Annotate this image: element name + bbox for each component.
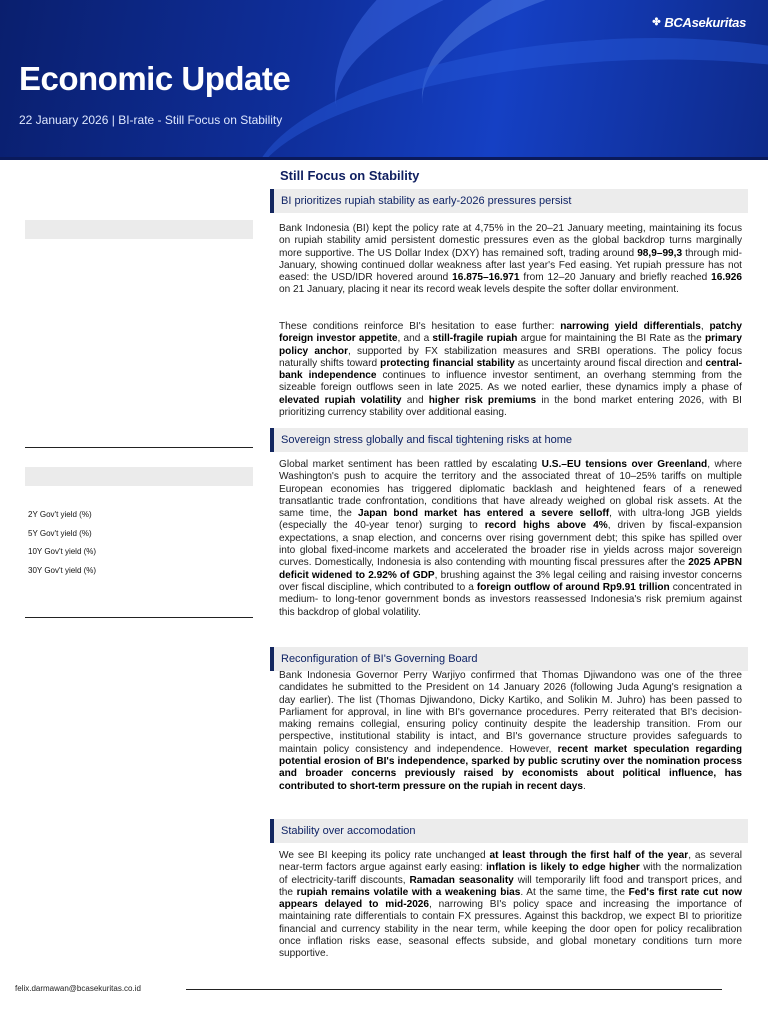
body-text: , supported by FX stabilization measures and SRBI operations. The policy focus naturally shifts toward <box>279 345 743 369</box>
body-text: These conditions reinforce BI's hesitation to ease further: <box>279 321 561 332</box>
brand-name: BCAsekuritas <box>664 15 746 30</box>
emphasis-text: inflation is likely to edge higher <box>486 862 640 874</box>
emphasis-text: 16.926 <box>711 272 743 284</box>
yield-label-10y: 10Y Gov't yield (%) <box>28 547 97 556</box>
sidebar-divider <box>25 447 253 448</box>
brand-logo <box>652 15 746 30</box>
section-heading <box>270 647 748 671</box>
body-text: . At the same time, the <box>520 886 629 898</box>
section-heading-bar <box>270 189 274 213</box>
section-heading-text: Sovereign stress globally and fiscal tightening risks at home <box>281 434 573 446</box>
emphasis-text: protecting financial stability <box>380 357 515 369</box>
section-heading <box>270 428 748 452</box>
emphasis-text: 98,9–99,3 <box>637 247 683 259</box>
section-heading <box>270 189 748 213</box>
emphasis-text: Ramadan seasonality <box>409 874 514 886</box>
section-heading-text: Stability over accomodation <box>281 825 416 837</box>
section-heading-text: Reconfiguration of BI's Governing Board <box>281 653 478 665</box>
paragraph <box>279 321 742 419</box>
header-divider <box>0 157 768 160</box>
body-text: . <box>582 780 586 792</box>
section-heading-text: BI prioritizes rupiah stability as early-2026 pressures persist <box>281 195 572 207</box>
body-text: , narrowing BI's policy space and increasing the importance of maintaining rate differentials to contain FX pressures. Against this backdrop, we expect BI to prioritize financial and currency stability in the near term, while keeping the door open for policy recalibration once inflation risks ease, seasonal effects subside, and global monetary conditions turn more supportive. <box>279 899 742 960</box>
body-text: in the bond market entering 2026, with BI prioritizing currency stability over additional easing. <box>279 394 742 419</box>
section-heading-bar <box>270 647 274 671</box>
body-text: on 21 January, placing it near its record weak levels despite the softer dollar environment. <box>279 284 679 296</box>
body-text: , brushing against the 3% legal ceiling and raising investor concerns over fiscal discipline, which contributed to a <box>279 569 742 593</box>
body-text: , and a <box>397 333 433 345</box>
page-subtitle: 22 January 2026 | BI-rate - Still Focus on Stability <box>19 113 283 127</box>
body-text: , with ultra-long JGB yields (especially the 40-year tenor) surging to <box>279 508 742 532</box>
emphasis-text: record highs above 4% <box>484 520 608 532</box>
body-text: Bank Indonesia Governor Perry Warjiyo confirmed that Thomas Djiwandono was one of the three candidates he submitted to the President on 14 January 2026 (following Juda Agung's resignation a day earlier). The list (Thomas Djiwandono, Dicky Kartiko, and Solikin M. Juhro) has been passed to Parliament for approval, in line with BI's governance procedures. Perry reiterated that BI's decision-making remains collegial, ensuring policy continuity despite the leadership transition. From our perspective, institutional stability is intact, and BI's governance structure provides safeguards to maintain policy consistency and independence. However, <box>279 670 742 755</box>
yield-label-2y: 2Y Gov't yield (%) <box>28 510 92 519</box>
body-text: We see BI keeping its policy rate unchanged <box>279 850 490 861</box>
emphasis-text: patchy foreign investor appetite <box>279 321 742 345</box>
emphasis-text: primary policy anchor <box>279 333 742 357</box>
report-header <box>0 0 768 160</box>
sidebar-table-header <box>25 220 253 239</box>
body-text: from 12–20 January and briefly reached <box>519 272 712 284</box>
emphasis-text: Japan bond market has entered a severe selloff <box>358 508 610 520</box>
emphasis-text: 2025 APBN deficit widened to 2.92% of GDP <box>279 557 742 581</box>
paragraph <box>279 850 742 961</box>
emphasis-text: recent market speculation regarding potential erosion of BI's independence, sparked by public scrutiny over the nomination process and broader concerns previously raised by economists about political influence, has contributed to short-term pressure on the rupiah in recent days <box>279 743 743 792</box>
body-text: concentrated in medium- to long-tenor government bonds as investors reassessed Indonesia's risk premium against this backdrop of global volatility. <box>279 581 742 618</box>
paragraph <box>279 459 742 619</box>
sidebar-divider <box>25 617 253 618</box>
yield-label-5y: 5Y Gov't yield (%) <box>28 529 92 538</box>
body-text: and <box>401 394 429 406</box>
yield-label-30y: 30Y Gov't yield (%) <box>28 566 97 575</box>
emphasis-text: rupiah remains volatile with a weakening bias <box>296 886 521 898</box>
emphasis-text: higher risk premiums <box>428 394 537 406</box>
section-heading-bar <box>270 428 274 452</box>
body-text: Global market sentiment has been rattled by escalating <box>279 459 542 470</box>
emphasis-text: central-bank independence <box>279 357 743 382</box>
body-text: through mid-January, showing continued dollar weakness after last year's Fed easing. Yet rupiah pressure has not eased: the USD/IDR hovered around <box>279 247 743 284</box>
page-title: Economic Update <box>19 60 291 97</box>
brand-mark-icon: ✤ <box>652 17 661 28</box>
author-email: felix.darmawan@bcasekuritas.co.id <box>15 984 141 993</box>
section-heading-bar <box>270 819 274 843</box>
body-text: , <box>700 321 710 332</box>
body-text: argue for maintaining the BI Rate as the <box>517 333 705 345</box>
paragraph <box>279 223 742 297</box>
footer-divider <box>186 989 722 990</box>
emphasis-text: 16.875–16.971 <box>452 272 520 284</box>
body-text: as uncertainty around fiscal direction and <box>514 357 706 369</box>
body-text: , where Washington's push to acquire the territory and the associated threat of 10–25% tariffs on multiple European economies has triggered diplomatic backlash and heightened fears of a renewed transatlantic trade confrontation, conditions that have already weighed on global risk assets. At the same time, the <box>279 459 742 520</box>
emphasis-text: still-fragile rupiah <box>432 333 518 345</box>
body-text: will temporarily lift food and transport prices, and the <box>279 874 743 898</box>
body-text: , as several near-term factors argue against early easing: <box>279 850 742 874</box>
emphasis-text: Fed's first rate cut now appears delayed to mid-2026 <box>279 886 743 911</box>
body-text: continues to influence investor sentiment, an overhang stemming from the sizeable foreign outflows seen in late 2025. As we noted earlier, these dynamics imply a phase of <box>279 370 742 394</box>
body-text: Bank Indonesia (BI) kept the policy rate at 4,75% in the 20–21 January meeting, maintaining its focus on rupiah stability amid persistent domestic pressures even as the global backdrop turns marginally more supportive. The US Dollar Index (DXY) has remained soft, trading around <box>279 223 742 259</box>
section-title: Still Focus on Stability <box>280 168 420 183</box>
emphasis-text: narrowing yield differentials <box>560 321 701 332</box>
body-text: with the normalization of electricity-tariff discounts, <box>279 862 742 886</box>
body-text: , driven by fiscal-expansion expectations, a snap election, and concerns over rising government debt; this spike has spilled over into global fixed-income markets and accelerated the broader rise in yields across major sovereign curves. Domestically, Indonesia is also contending with mounting fiscal pressures after the <box>279 520 742 569</box>
paragraph <box>279 670 742 793</box>
sidebar-table-header <box>25 467 253 486</box>
emphasis-text: foreign outflow of around Rp9.91 trillion <box>476 581 670 593</box>
emphasis-text: elevated rupiah volatility <box>279 394 402 406</box>
emphasis-text: at least through the first half of the year <box>489 850 689 861</box>
emphasis-text: U.S.–EU tensions over Greenland <box>541 459 708 470</box>
section-heading <box>270 819 748 843</box>
